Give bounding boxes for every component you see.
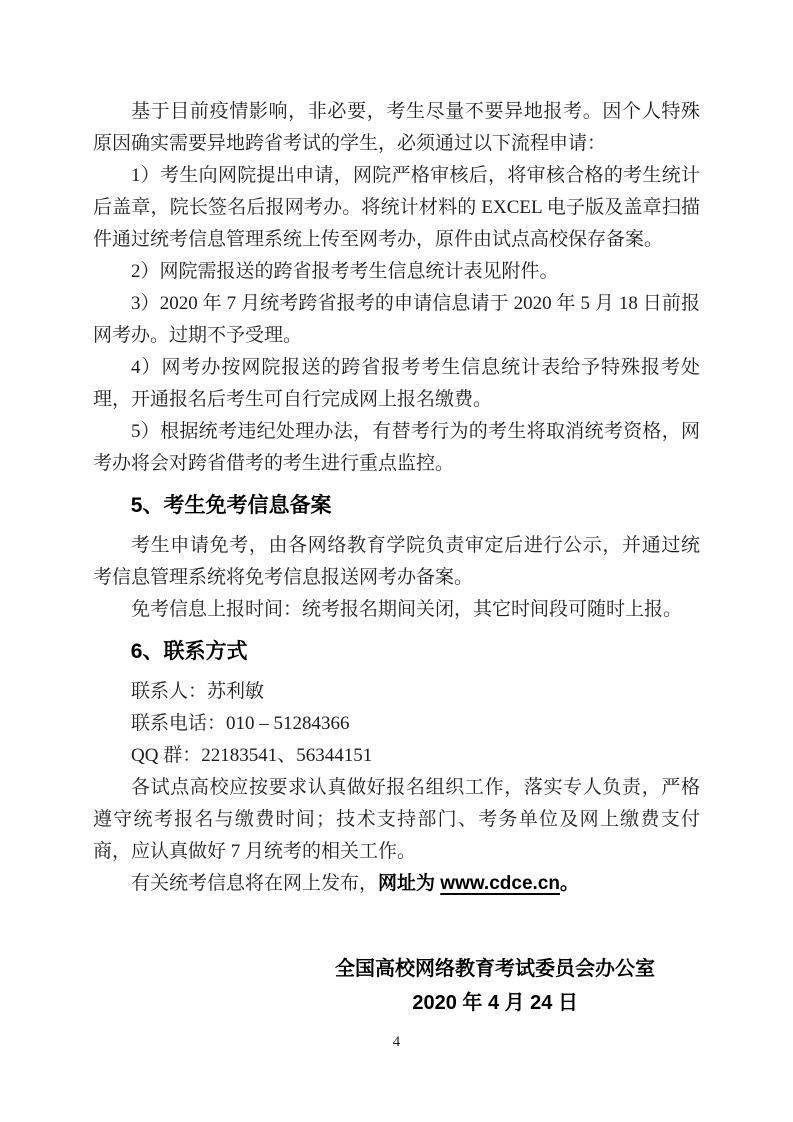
website-url[interactable]: www.cdce.cn <box>440 873 560 894</box>
signature-date: 2020 年 4 月 24 日 <box>412 992 578 1014</box>
procedure-item-3: 3）2020 年 7 月统考跨省报考的申请信息请于 2020 年 5 月 18 日前报网考办。过期不予受理。 <box>93 293 700 346</box>
closing-line <box>93 868 700 900</box>
closing-bold-text: 网址为 <box>378 873 441 894</box>
closing-suffix-text: 。 <box>559 873 579 894</box>
signature-organization: 全国高校网络教育考试委员会办公室 <box>335 958 655 980</box>
section-5-paragraph-2: 免考信息上报时间：统考报名期间关闭，其它时间段可随时上报。 <box>131 599 683 620</box>
notice-paragraph: 各试点高校应按要求认真做好报名组织工作，落实专人负责，严格遵守统考报名与缴费时间；技术支持部门、考务单位及网上缴费支付商，应认真做好 7 月统考的相关工作。 <box>93 777 700 862</box>
qq-groups-line: QQ 群：22183541、56344151 <box>131 745 373 766</box>
section-5-paragraph-1: 考生申请免考，由各网络教育学院负责审定后进行公示，并通过统考信息管理系统将免考信息报送网考办备案。 <box>93 535 700 588</box>
contact-person-line: 联系人：苏利敏 <box>131 681 265 702</box>
procedure-item-1: 1）考生向网院提出申请，网院严格审核后，将审核合格的考生统计后盖章，院长签名后报网考办。将统计材料的 EXCEL 电子版及盖章扫描件通过统考信息管理系统上传至网考办，原件由试点高校保存备案。 <box>93 165 700 250</box>
page-number: 4 <box>392 1034 401 1050</box>
procedure-item-4: 4）网考办按网院报送的跨省报考考生信息统计表给予特殊报考处理，开通报名后考生可自行完成网上报名缴费。 <box>93 357 700 410</box>
procedure-item-5: 5）根据统考违纪处理办法，有替考行为的考生将取消统考资格，网考办将会对跨省借考的考生进行重点监控。 <box>93 421 700 474</box>
signature-block <box>93 952 700 1020</box>
closing-prefix-text: 有关统考信息将在网上发布， <box>131 873 379 894</box>
intro-paragraph: 基于目前疫情影响，非必要，考生尽量不要异地报考。因个人特殊原因确实需要异地跨省考试的学生，必须通过以下流程申请： <box>93 101 700 154</box>
section-5-heading: 5、考生免考信息备案 <box>130 494 332 517</box>
contact-phone-line: 联系电话：010 – 51284366 <box>131 713 350 734</box>
procedure-item-2: 2）网院需报送的跨省报考考生信息统计表见附件。 <box>131 261 559 282</box>
section-6-heading: 6、联系方式 <box>130 640 248 663</box>
